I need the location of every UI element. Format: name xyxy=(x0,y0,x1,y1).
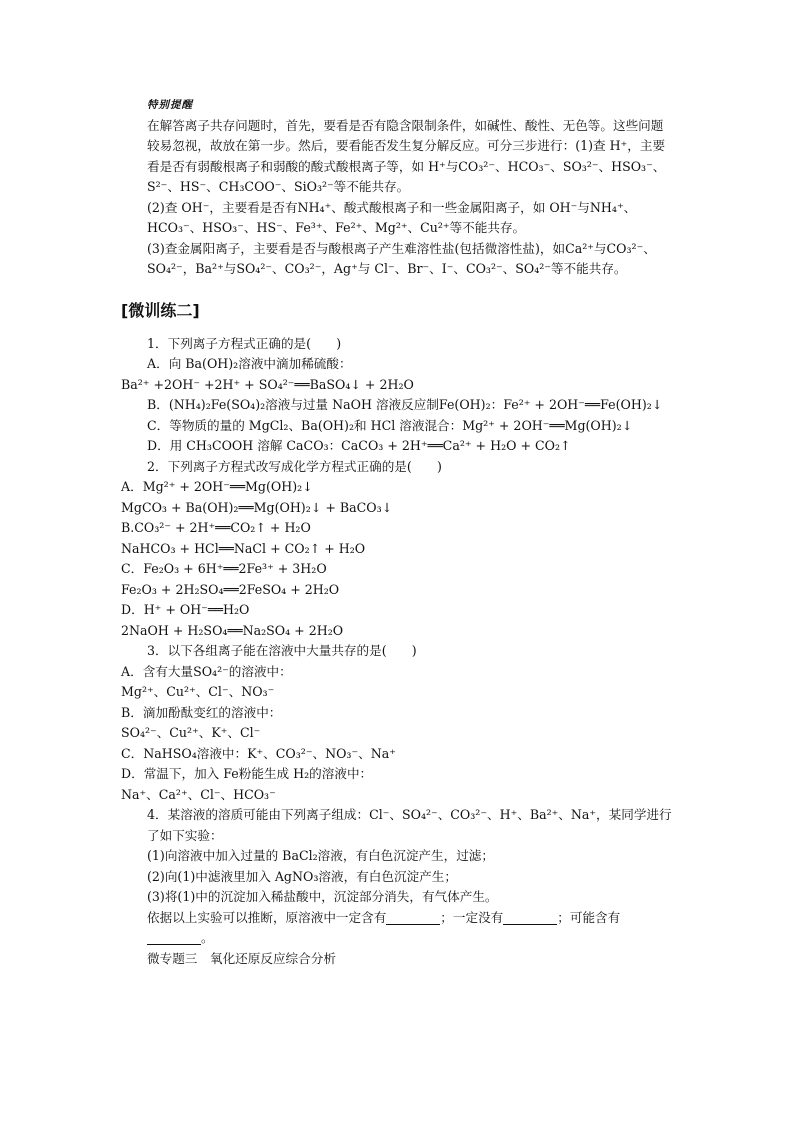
tip-label: 特别提醒 xyxy=(147,99,193,111)
next-topic-title: 微专题三 氧化还原反应综合分析 xyxy=(147,950,336,966)
q4-question-end: 。 xyxy=(201,930,214,945)
q1-option-c: C．等物质的量的 MgCl₂、Ba(OH)₂和 HCl 溶液混合：Mg²⁺ + 2OH⁻══Mg(OH)₂↓ xyxy=(147,417,633,433)
q4-question-part-1: 依据以上实验可以推断，原溶液中一定含有 xyxy=(147,909,387,925)
q4-stem: 4．某溶液的溶质可能由下列离子组成：Cl⁻、SO₄²⁻、CO₃²⁻、H⁺、Ba²⁺、Na⁺，某同学进行了如下实验： xyxy=(147,807,672,843)
answer-blank-definitely-present[interactable] xyxy=(386,910,440,925)
q3-stem: 3．以下各组离子能在溶液中大量共存的是( ) xyxy=(147,643,417,658)
q3-option-c: C．NaHSO₄溶液中：K⁺、CO₃²⁻、NO₃⁻、Na⁺ xyxy=(121,745,396,761)
q2-option-a-ionic: A．Mg²⁺ + 2OH⁻══Mg(OH)₂↓ xyxy=(121,479,313,494)
q4-question-part-3: ；可能含有 xyxy=(557,909,621,925)
tip-paragraph-2: (2)查 OH⁻，主要看是否有NH₄⁺、酸式酸根离子和一些金属阳离子，如 OH⁻与NH₄⁺、HCO₃⁻、HSO₃⁻、HS⁻、Fe³⁺、Fe²⁺、Mg²⁺、Cu²⁺等不能共存。 xyxy=(147,199,637,235)
q2-option-d-ionic: D．H⁺ + OH⁻══H₂O xyxy=(121,602,250,617)
q3-option-a-ions: Mg²⁺、Cu²⁺、Cl⁻、NO₃⁻ xyxy=(121,684,275,699)
q1-option-a-equation: Ba²⁺ +2OH⁻ +2H⁺ + SO₄²⁻══BaSO₄↓ + 2H₂O xyxy=(121,376,414,392)
document-body xyxy=(121,95,673,969)
q3-option-d-ions: Na⁺、Ca²⁺、Cl⁻、HCO₃⁻ xyxy=(121,786,276,802)
q2-option-c-ionic: C．Fe₂O₃ + 6H⁺══2Fe³⁺ + 3H₂O xyxy=(121,561,327,576)
q3-option-d: D．常温下，加入 Fe粉能生成 H₂的溶液中： xyxy=(121,766,373,781)
q2-option-d-chemical: 2NaOH + H₂SO₄══Na₂SO₄ + 2H₂O xyxy=(121,622,344,638)
q4-step-3: (3)将(1)中的沉淀加入稀盐酸中，沉淀部分消失，有气体产生。 xyxy=(147,889,498,904)
q2-option-a-chemical: MgCO₃ + Ba(OH)₂══Mg(OH)₂↓ + BaCO₃↓ xyxy=(121,499,393,515)
q4-step-1: (1)向溶液中加入过量的 BaCl₂溶液，有白色沉淀产生，过滤； xyxy=(147,848,494,863)
q4-question-part-2: ；一定没有 xyxy=(440,909,504,925)
q2-option-b-chemical: NaHCO₃ + HCl══NaCl + CO₂↑ + H₂O xyxy=(121,540,366,556)
q1-option-a: A．向 Ba(OH)₂溶液中滴加稀硫酸： xyxy=(147,356,352,371)
q3-option-a: A．含有大量SO₄²⁻的溶液中： xyxy=(121,663,292,679)
q1-option-d: D．用 CH₃COOH 溶解 CaCO₃：CaCO₃ + 2H⁺══Ca²⁺ + H₂O + CO₂↑ xyxy=(147,438,571,453)
q2-option-c-chemical: Fe₂O₃ + 2H₂SO₄══2FeSO₄ + 2H₂O xyxy=(121,581,340,597)
answer-blank-possibly-present[interactable] xyxy=(147,930,201,945)
q3-option-b: B．滴加酚酞变红的溶液中： xyxy=(121,704,282,720)
tip-paragraph-3: (3)查金属阳离子，主要看是否与酸根离子产生难溶性盐(包括微溶性盐)，如Ca²⁺与CO₃²⁻、SO₄²⁻，Ba²⁺与SO₄²⁻、CO₃²⁻，Ag⁺与 Cl⁻、Br⁻、I⁻、CO₃²⁻、SO₄²⁻等不能共存。 xyxy=(147,240,656,276)
q4-step-2: (2)向(1)中滤液里加入 AgNO₃溶液，有白色沉淀产生； xyxy=(147,868,457,884)
q1-stem: 1．下列离子方程式正确的是( ) xyxy=(147,335,342,351)
tip-paragraph-1: 在解答离子共存问题时，首先，要看是否有隐含限制条件，如碱性、酸性、无色等。这些问题较易忽视，故放在第一步。然后，要看能否发生复分解反应。可分三步进行：(1)查 H⁺，主要看是否有弱酸根离子和弱酸的酸式酸根离子等，如 H⁺与CO₃²⁻、HCO₃⁻、SO₃²⁻、HSO₃⁻、S²⁻、HS⁻、CH₃COO⁻、SiO₃²⁻等不能共存。 xyxy=(147,117,666,194)
answer-blank-definitely-absent[interactable] xyxy=(503,910,557,925)
section-title: [微训练二] xyxy=(121,300,200,320)
q1-option-b: B．(NH₄)₂Fe(SO₄)₂溶液与过量 NaOH 溶液反应制Fe(OH)₂：Fe²⁺ + 2OH⁻══Fe(OH)₂↓ xyxy=(147,397,663,412)
q2-option-b-ionic: B.CO₃²⁻ + 2H⁺══CO₂↑ + H₂O xyxy=(121,520,311,535)
q2-stem: 2．下列离子方程式改写成化学方程式正确的是( ) xyxy=(147,458,442,474)
q4-question xyxy=(121,908,673,949)
q3-option-b-ions: SO₄²⁻、Cu²⁺、K⁺、Cl⁻ xyxy=(121,725,261,740)
